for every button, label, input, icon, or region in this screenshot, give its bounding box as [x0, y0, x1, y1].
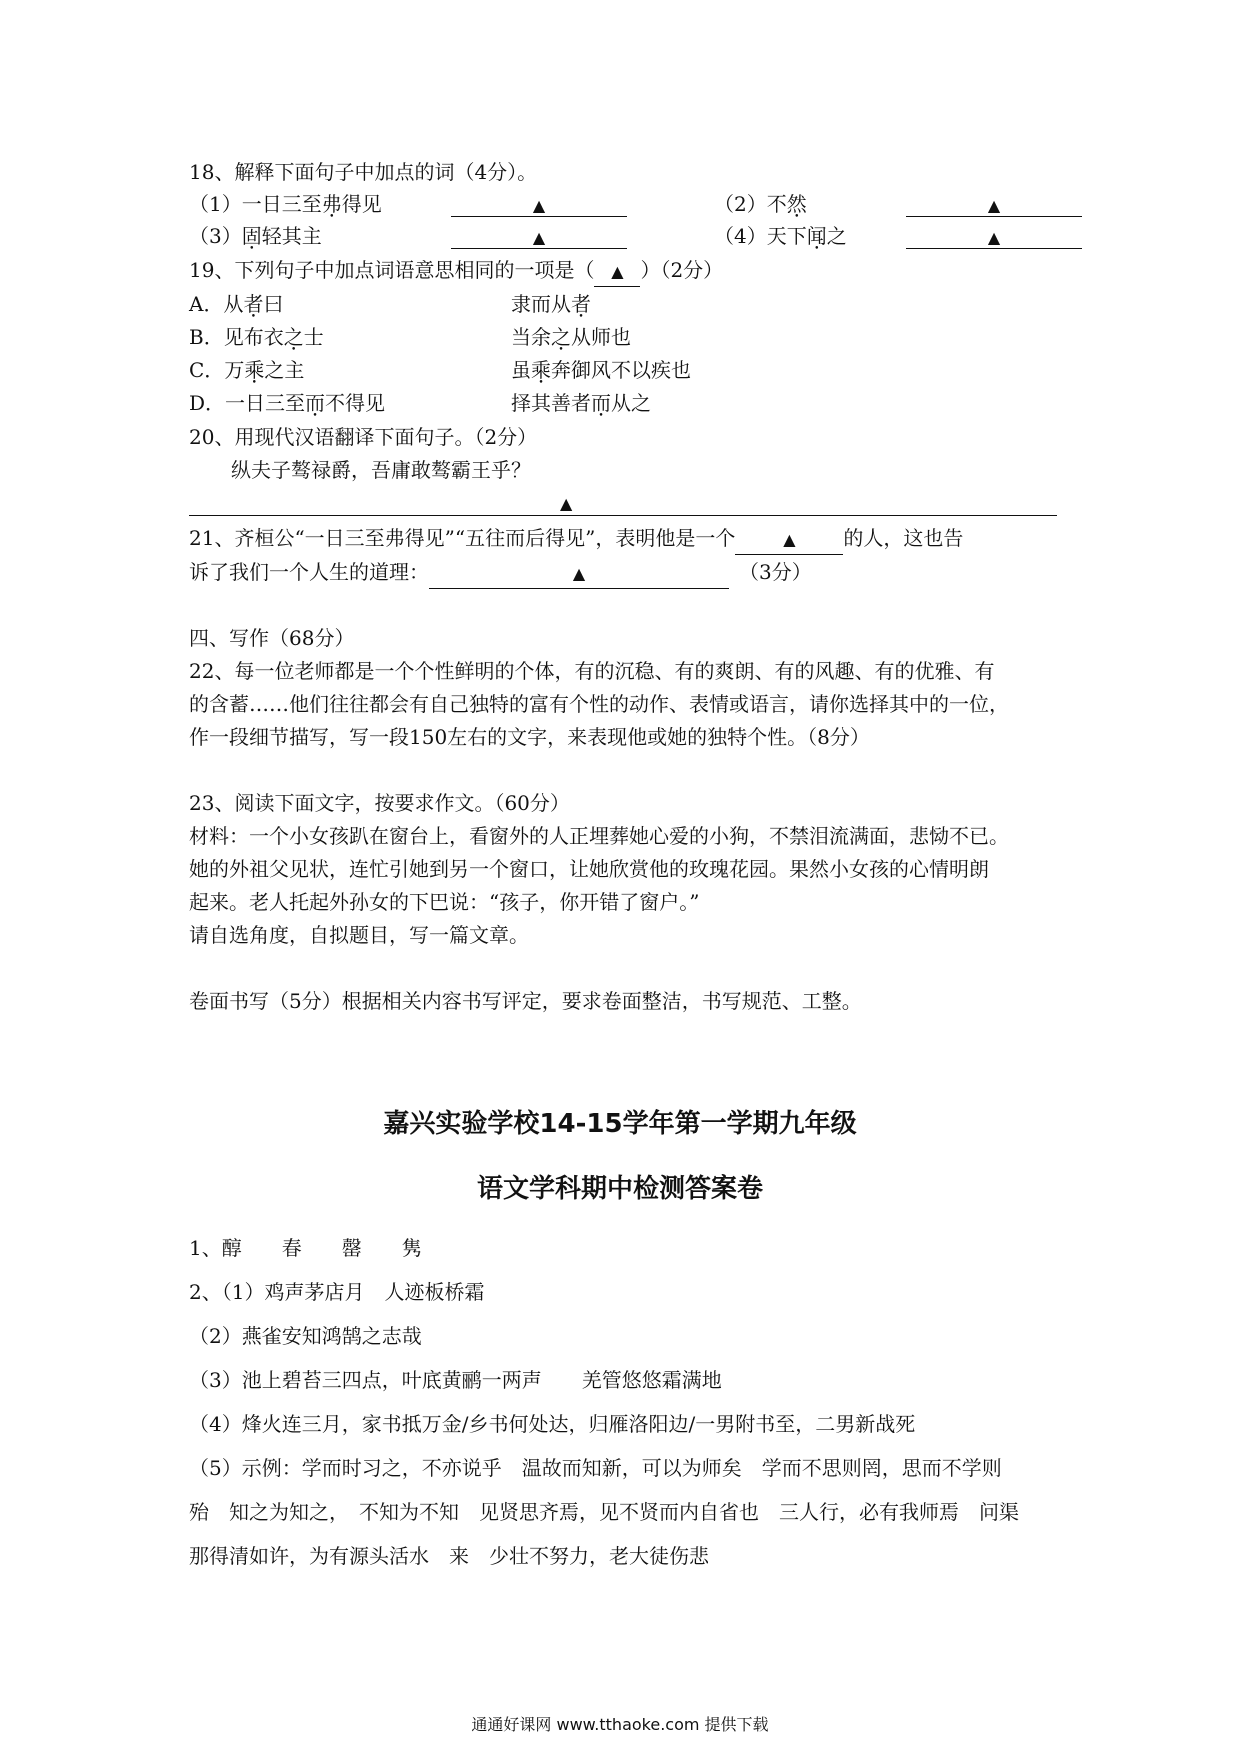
q20-stem: 20、用现代汉语翻译下面句子。（2分）: [189, 425, 538, 449]
q19-char: 从: [223, 292, 244, 316]
answer-2-4: （4）烽火连三月，家书抵万金/乡书何处达，归雁洛阳边/一男附书至，二男新战死: [189, 1412, 916, 1436]
q20-answer-line[interactable]: [189, 515, 1057, 516]
q19-char: 从: [551, 292, 571, 316]
q18-row-2: [189, 222, 1059, 250]
q19-char: 疾: [651, 358, 671, 382]
q18-answer-blank[interactable]: [451, 190, 627, 217]
q19-char: 士: [303, 325, 324, 349]
q18-answer-blank[interactable]: [906, 190, 1082, 217]
q18-dotted-word: 固: [241, 224, 262, 248]
answer-2-2: （2）燕雀安知鸿鹄之志哉: [189, 1324, 422, 1348]
q19-option-compare: [511, 290, 591, 318]
q23-line-4: 起来。老人托起外孙女的下巴说：“孩子，你开错了窗户。”: [189, 890, 700, 914]
q23-line-5: 请自选角度，自拟题目，写一篇文章。: [189, 923, 529, 947]
q19-option-a: [189, 290, 591, 318]
q19-char: 御: [571, 358, 591, 382]
answer-2-3: （3）池上碧苔三四点，叶底黄鹂一两声 羌管悠悠霜满地: [189, 1368, 722, 1392]
answer-mark: ▲: [987, 196, 1001, 215]
q18-item-number: （1）: [189, 192, 242, 216]
q18-stem: 18、解释下面句子中加点的词（4分）。: [189, 160, 538, 184]
q19-char: 一: [225, 391, 246, 415]
q18-dotted-word: 弗: [321, 192, 342, 216]
q18-item-1: [189, 192, 382, 216]
q19-dotted-word: 而: [591, 391, 611, 415]
q19-char: 而: [531, 292, 551, 316]
q19-char: 者: [571, 391, 591, 415]
q19-char: 其: [531, 391, 551, 415]
answer-mark: ▲: [532, 196, 546, 215]
q20-sentence: 纵夫子骜禄爵，吾庸敢骜霸王乎？: [231, 458, 531, 482]
q18-item-4: [714, 222, 847, 250]
q19-char: 也: [611, 325, 631, 349]
q18-item-text: 轻其主: [261, 224, 322, 248]
q18-item-2: [714, 190, 807, 218]
q19-char: 隶: [511, 292, 531, 316]
q18-item-number: （2）: [714, 192, 767, 216]
q18-row-1: [189, 190, 1059, 218]
q19-char: 至: [285, 391, 306, 415]
q19-char: 日: [245, 391, 266, 415]
q19-char: 从: [571, 325, 591, 349]
q19-dotted-word: 乘: [531, 358, 551, 382]
q19-char: 善: [551, 391, 571, 415]
q19-stem-pre: 19、下列句子中加点词语意思相同的一项是（: [189, 258, 595, 282]
q19-char: 得: [345, 391, 366, 415]
q21-line-2: [189, 558, 812, 589]
q22-line-2: 的含蓄……他们往往都会有自己独特的富有个性的动作、表情或语言，请你选择其中的一位，: [189, 692, 1009, 716]
q19-char: 不: [325, 391, 346, 415]
q21-line2-post: （3分）: [749, 560, 812, 584]
section-4-heading: 四、写作（68分）: [189, 626, 355, 650]
answer-2-5a: （5）示例：学而时习之，不亦说乎 温故而知新，可以为师矣 学而不思则罔，思而不学则: [189, 1456, 1002, 1480]
q22-line-1: 22、每一位老师都是一个个性鲜明的个体，有的沉稳、有的爽朗、有的风趣、有的优雅、有: [189, 659, 995, 683]
q21-blank-1[interactable]: ▲: [735, 524, 843, 555]
q23-line-1: 23、阅读下面文字，按要求作文。（60分）: [189, 791, 570, 815]
q19-option-label: A．: [189, 292, 224, 316]
q18-item-number: （4）: [714, 224, 767, 248]
q19-char: 风: [591, 358, 611, 382]
answer-2-1: 2、（1）鸡声茅店月 人迹板桥霜: [189, 1280, 485, 1304]
q19-char: 主: [284, 358, 305, 382]
q18-item-text: 之: [826, 224, 847, 248]
q19-char: 从: [611, 391, 631, 415]
q19-option-compare: [511, 323, 631, 351]
q18-item-text: 不: [766, 192, 787, 216]
answer-2-5b: 殆 知之为知之， 不知为不知 见贤思齐焉，见不贤而内自省也 三人行，必有我师焉 问渠: [189, 1500, 1019, 1524]
q22-line-3: 作一段细节描写，写一段150左右的文字，来表现他或她的独特个性。（8分）: [189, 725, 870, 749]
q19-stem-post: ）（2分）: [640, 258, 724, 282]
q19-option-d: [189, 389, 651, 417]
answer-1: 1、醇 春 罄 隽: [189, 1236, 422, 1260]
q19-option-c: [189, 356, 691, 384]
q21-line2-pre: 诉了我们一个人生的道理：: [189, 560, 429, 584]
q19-dotted-word: 乘: [244, 358, 265, 382]
q18-answer-blank[interactable]: [906, 222, 1082, 249]
q18-item-text: 一日三至: [241, 192, 322, 216]
q19-char: 衣: [263, 325, 284, 349]
q21-line1-pre: 21、齐桓公“一日三至弗得见”“五往而后得见”，表明他是一个: [189, 526, 736, 550]
q19-char: 三: [265, 391, 286, 415]
q19-char: 余: [531, 325, 551, 349]
q19-answer-blank[interactable]: [594, 256, 640, 287]
q18-answer-blank[interactable]: [451, 222, 627, 249]
q19-char: 当: [511, 325, 531, 349]
q19-option-b: [189, 323, 631, 351]
q19-char: 也: [671, 358, 691, 382]
q19-dotted-word: 者: [243, 292, 264, 316]
q23-line-3: 她的外祖父见状，连忙引她到另一个窗口，让她欣赏他的玫瑰花园。果然小女孩的心情明朗: [189, 857, 989, 881]
answer-mark: ▲: [611, 262, 624, 281]
q19-char: 奔: [551, 358, 571, 382]
q18-item-number: （3）: [189, 224, 242, 248]
q23-line-2: 材料：一个小女孩趴在窗台上，看窗外的人正埋葬她心爱的小狗，不禁泪流满面，悲恸不已。: [189, 824, 1009, 848]
q19-option-label: D．: [189, 391, 226, 415]
q18-item-3: [189, 224, 322, 248]
q19-char: 见: [223, 325, 244, 349]
answer-title-2: 语文学科期中检测答案卷: [476, 1174, 763, 1204]
q21-line1-post: 的人，这也告: [843, 526, 964, 550]
q19-char: 以: [631, 358, 651, 382]
q21-blank-2[interactable]: ▲: [429, 558, 729, 589]
q19-char: 布: [243, 325, 264, 349]
q19-char: 之: [264, 358, 285, 382]
q19-char: 之: [631, 391, 651, 415]
answer-title-1: 嘉兴实验学校14-15学年第一学期九年级: [383, 1109, 857, 1139]
q18-dotted-word: 闻: [806, 224, 827, 248]
q19-char: 见: [365, 391, 386, 415]
q19-dotted-word: 者: [571, 292, 591, 316]
q18-dotted-word: 然: [786, 192, 807, 216]
answer-mark: ▲: [987, 228, 1001, 247]
q19-char: 师: [591, 325, 611, 349]
q19-option-label: C．: [189, 358, 225, 382]
q19-char: 择: [511, 391, 531, 415]
q19-option-label: B．: [189, 325, 224, 349]
q19-char: 曰: [263, 292, 284, 316]
handwriting-note: 卷面书写（5分）根据相关内容书写评定，要求卷面整洁，书写规范、工整。: [189, 989, 862, 1013]
q19-char: 不: [611, 358, 631, 382]
q19-dotted-word: 之: [283, 325, 304, 349]
footer-source: 通通好课网 www.tthaoke.com 提供下载: [471, 1715, 769, 1734]
q19-dotted-word: 之: [551, 325, 571, 349]
answer-mark: ▲: [532, 228, 546, 247]
q18-item-text: 天下: [766, 224, 807, 248]
q19-char: 虽: [511, 358, 531, 382]
q19-dotted-word: 而: [305, 391, 326, 415]
answer-2-5c: 那得清如许，为有源头活水 来 少壮不努力，老大徒伤悲: [189, 1544, 709, 1568]
q19-stem: [189, 256, 723, 287]
q18-item-text: 得见: [341, 192, 382, 216]
q19-option-compare: [511, 356, 691, 384]
q19-char: 万: [224, 358, 245, 382]
q20-answer-mark: ▲: [560, 494, 573, 513]
q19-option-compare: [511, 389, 651, 417]
q21-line-1: [189, 524, 963, 555]
